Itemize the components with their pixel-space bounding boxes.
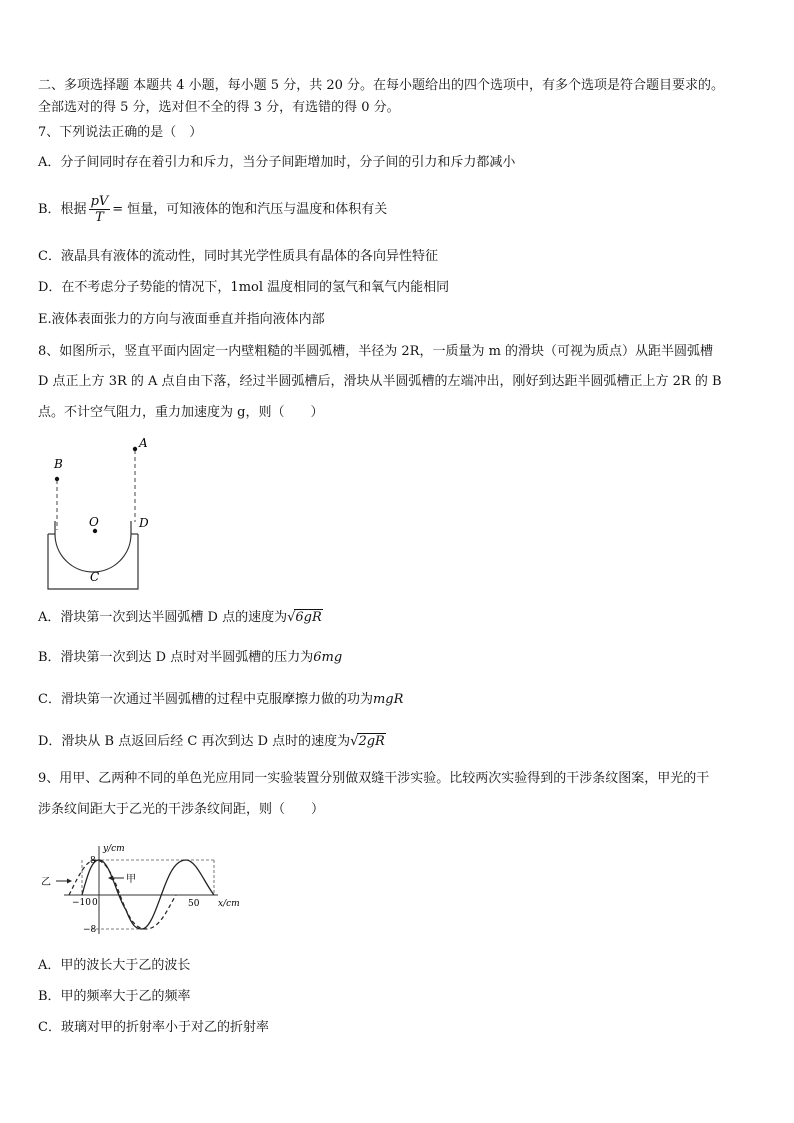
q8-option-d-text: D．滑块从 B 点返回后经 C 再次到达 D 点时的速度为 (38, 734, 351, 749)
q8-option-d (38, 733, 386, 750)
q9-tick-y-top: 8 (90, 856, 96, 866)
q8-option-c-text: C．滑块第一次通过半圆弧槽的过程中克服摩擦力做的功为 (38, 692, 373, 707)
q8-option-a-text: A．滑块第一次到达半圆弧槽 D 点的速度为 (38, 610, 288, 625)
q7-option-a: A．分子间同时存在着引力和斥力，当分子间距增加时，分子间的引力和斥力都减小 (38, 155, 516, 170)
q7-fraction-denominator: T (95, 210, 104, 225)
sqrt-icon: √ (287, 610, 296, 625)
q8-option-a-math: 6gR (295, 610, 322, 625)
section-heading: 二、多项选择题 本题共 4 小题，每小题 5 分，共 20 分。在每小题给出的四个选项中，有多个选项是符合题目要求的。 (38, 78, 725, 93)
q7-option-e: E.液体表面张力的方向与液面垂直并指向液体内部 (38, 312, 325, 327)
arrow-left-icon (108, 876, 113, 881)
q8-point-a (133, 447, 137, 451)
q8-label-d: D (139, 516, 149, 530)
q9-y-axis-label: y/cm (103, 844, 125, 854)
q9-label-jia: 甲 (126, 874, 136, 885)
q8-label-o: O (89, 515, 99, 529)
q9-tick-x-neg: −10 (72, 898, 91, 908)
q7-option-d: D．在不考虑分子势能的情况下，1mol 温度相同的氢气和氧气内能相同 (38, 280, 450, 295)
q9-label-yi: 乙 (41, 877, 51, 888)
q8-stem-line1: 8、如图所示，竖直平面内固定一内壁粗糙的半圆弧槽，半径为 2R，一质量为 m 的滑块（可视为质点）从距半圆弧槽 (38, 344, 714, 359)
q9-option-c: C．玻璃对甲的折射率小于对乙的折射率 (38, 1020, 269, 1035)
q8-stem-line3: 点。不计空气阻力，重力加速度为 g，则（ ） (38, 405, 324, 420)
q8-option-c-math: mgR (372, 692, 404, 707)
q9-tick-y-bottom: −8 (83, 925, 97, 935)
q7-stem: 7、下列说法正确的是（ ） (38, 125, 203, 140)
q7-option-c: C．液晶具有液体的流动性，同时其光学性质具有晶体的各向异性特征 (38, 249, 438, 264)
q8-semicircle-figure (38, 430, 168, 595)
q8-point-b (55, 477, 59, 481)
q7-option-b (38, 194, 387, 225)
q8-label-a: A (139, 436, 148, 450)
q8-option-d-math: 2gR (358, 734, 385, 749)
q8-point-o (93, 529, 97, 533)
q7-option-b-suffix: = 恒量，可知液体的饱和汽压与温度和体积有关 (112, 202, 388, 217)
q7-fraction (89, 194, 111, 225)
section-instruction: 全部选对的得 5 分，选对但不全的得 3 分，有选错的得 0 分。 (38, 100, 400, 115)
q8-label-c: C (90, 570, 100, 584)
arrow-right-icon (67, 879, 72, 884)
q9-stem-line1: 9、用甲、乙两种不同的单色光应用同一实验装置分别做双缝干涉实验。比较两次实验得到的干涉条纹图案，甲光的干 (38, 771, 710, 786)
q9-option-b: B．甲的频率大于乙的频率 (38, 989, 191, 1004)
q9-tick-x-zero: 0 (92, 898, 98, 908)
q8-label-b: B (54, 457, 63, 471)
q8-option-b-text: B．滑块第一次到达 D 点时对半圆弧槽的压力为 (38, 650, 314, 665)
q9-tick-x-50: 50 (188, 899, 200, 909)
q8-option-c (38, 692, 403, 708)
q8-option-b-math: 6mg (313, 650, 343, 665)
q7-option-b-prefix: B．根据 (38, 202, 87, 217)
q8-stem-line2: D 点正上方 3R 的 A 点自由下落，经过半圆弧槽后，滑块从半圆弧槽的左端冲出，刚好到达距半圆弧槽正上方 2R 的 B (38, 374, 722, 389)
sqrt-icon: √ (350, 734, 359, 749)
q9-wave-figure (36, 838, 246, 938)
q9-stem-line2: 涉条纹间距大于乙光的干涉条纹间距，则（ ） (38, 802, 325, 817)
q9-option-a: A．甲的波长大于乙的波长 (38, 958, 191, 973)
q8-option-a (38, 609, 323, 626)
q8-option-b (38, 650, 342, 666)
q9-x-axis-label: x/cm (218, 899, 240, 909)
q7-fraction-numerator: pV (90, 194, 109, 209)
